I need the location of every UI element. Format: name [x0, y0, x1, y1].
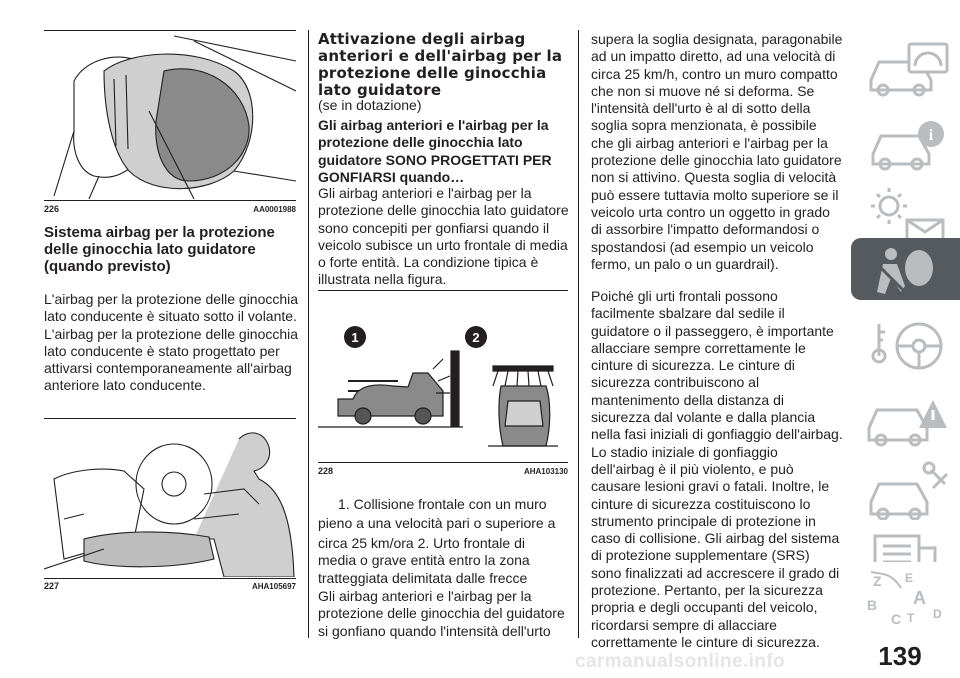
driver-knee-illustration — [44, 419, 296, 577]
tab-starting-driving[interactable] — [851, 310, 960, 383]
alphabetical-index-icon — [861, 568, 956, 628]
svg-text:B: B — [867, 597, 878, 613]
tab-index[interactable] — [851, 562, 960, 635]
tab-car-info[interactable] — [851, 106, 960, 179]
knee-airbag-paragraph: L'airbag per la protezione delle ginocchia lato conducente è situato sotto il volante. L'airbag per la protezione delle ginocchia lato conducente è stato progettato per attivarsi contemporaneamente all'airbag anteriore lato conducente. — [44, 291, 299, 394]
tab-safety-airbag[interactable] — [851, 238, 960, 300]
activation-paragraph-2: Gli airbag anteriori e l'airbag per la protezione delle ginocchia del guidatore si gonfiano quando l'intensità dell'urto — [318, 588, 565, 639]
car-dashboard-icon — [861, 40, 956, 100]
fig228-caption-line-3: circa 25 km/ora 2. Urto frontale di media o grave entità entro la zona tratteggiata delimitata dalle frecce — [318, 535, 530, 586]
column-divider-2 — [578, 30, 579, 638]
car-emergency-icon — [861, 388, 956, 448]
fig228-caption-rule — [318, 462, 568, 463]
svg-text:1: 1 — [351, 330, 359, 345]
svg-text:D: D — [933, 607, 942, 621]
tab-maintenance[interactable] — [851, 454, 960, 527]
svg-text:2: 2 — [472, 330, 480, 345]
svg-text:C: C — [891, 611, 902, 627]
marker-1 — [344, 326, 366, 348]
key-steering-icon — [861, 316, 956, 376]
svg-text:i: i — [928, 127, 934, 144]
collision-illustration — [318, 291, 568, 461]
figure-227-number: 227 — [44, 581, 60, 591]
airbag-person-icon — [861, 244, 956, 299]
figure-228-collision-types — [318, 291, 568, 461]
activation-subtitle: (se in dotazione) — [318, 97, 422, 113]
page-number: 139 — [878, 641, 922, 671]
tab-emergency[interactable] — [851, 382, 960, 455]
tab-dashboard[interactable] — [851, 34, 960, 107]
column-divider-1 — [308, 30, 309, 638]
figure-228-number: 228 — [318, 466, 334, 476]
seatbelt-paragraph: Poiché gli urti frontali possono facilmente sbalzare dal sedile il guidatore o il passeggero, è importante allacciare sempre correttamente le cinture di sicurezza. Le cinture di sicurezza contribuiscono al mantenimento della distanza di sicurezza dal volante e dalla plancia nella fasi iniziali di gonfiaggio dell'airbag. Lo stadio iniziale di gonfiaggio dell'airbag è il più violento, e può causare lesioni gravi o fatali. Inoltre, le cinture di sicurezza costituiscono lo strumento principale di protezione in caso di collisione. Gli airbag del sistema di protezione supplementare (SRS) sono finalizzati ad accrescere il grado di protezione. Pertanto, per la sicurezza propria e degli occupanti del veicolo, ricordarsi sempre di allacciare correttamente le cinture di sicurezza. — [591, 288, 843, 650]
figure-227-driver-knee-airbag — [44, 419, 296, 577]
seats-airbag-illustration — [44, 31, 296, 199]
svg-text:Z: Z — [873, 573, 882, 589]
figure-226-number: 226 — [44, 204, 60, 214]
fig226-caption-rule — [44, 200, 296, 201]
knee-airbag-heading: Sistema airbag per la protezione delle ginocchia lato guidatore (quando previsto) — [44, 224, 275, 275]
figure-226-airbag-seats — [44, 31, 296, 199]
svg-text:T: T — [907, 611, 915, 625]
fig228-caption-line-2: pieno a una velocità pari o superiore a — [318, 515, 556, 531]
activation-lead: Gli airbag anteriori e l'airbag per la protezione delle ginocchia lato guidatore SONO PROGETTATI PER GONFIARSI quando… — [318, 117, 552, 185]
fig227-caption-rule — [44, 578, 296, 579]
figure-227-code: AHA105697 — [251, 582, 296, 591]
figure-226-code: AA0001988 — [253, 205, 296, 214]
warning-lights-icon — [861, 184, 956, 244]
svg-text:A: A — [913, 588, 926, 608]
svg-text:E: E — [905, 571, 914, 585]
figure-228-code: AHA103130 — [523, 467, 568, 476]
threshold-paragraph: supera la soglia designata, paragonabile ad un impatto diretto, ad una velocità di circa 25 km/h, contro un muro compatto che non si muove né si deforma. Se l'intensità dell'urto è al di sotto della soglia sopra menzionata, è possibile che gli airbag anteriori e l'airbag per la protezione delle ginocchia lato guidatore non si attivino. Questa soglia di velocità può essere tuttavia molto superiore se il veicolo urta contro un oggetto in grado di assorbire l'impatto deformandosi o spostandosi (ad esempio un veicolo fermo, un palo o un guardrail). — [591, 31, 843, 272]
car-maintenance-icon — [861, 460, 956, 520]
activation-paragraph-1: Gli airbag anteriori e l'airbag per la protezione delle ginocchia lato guidatore sono concepiti per gonfiarsi quando il veicolo subisce un urto frontale di media o forte entità. La condizione tipica è illustrata nella figura. — [318, 185, 569, 288]
marker-2 — [465, 326, 487, 348]
activation-title: Attivazione degli airbag anteriori e dell'airbag per la protezione delle ginocchia lato guidatore — [318, 30, 563, 99]
fig228-caption-line-1: 1. Collisione frontale con un muro — [338, 496, 547, 512]
watermark-text: carmanualsonline.info — [575, 651, 786, 672]
car-info-icon — [861, 112, 956, 172]
